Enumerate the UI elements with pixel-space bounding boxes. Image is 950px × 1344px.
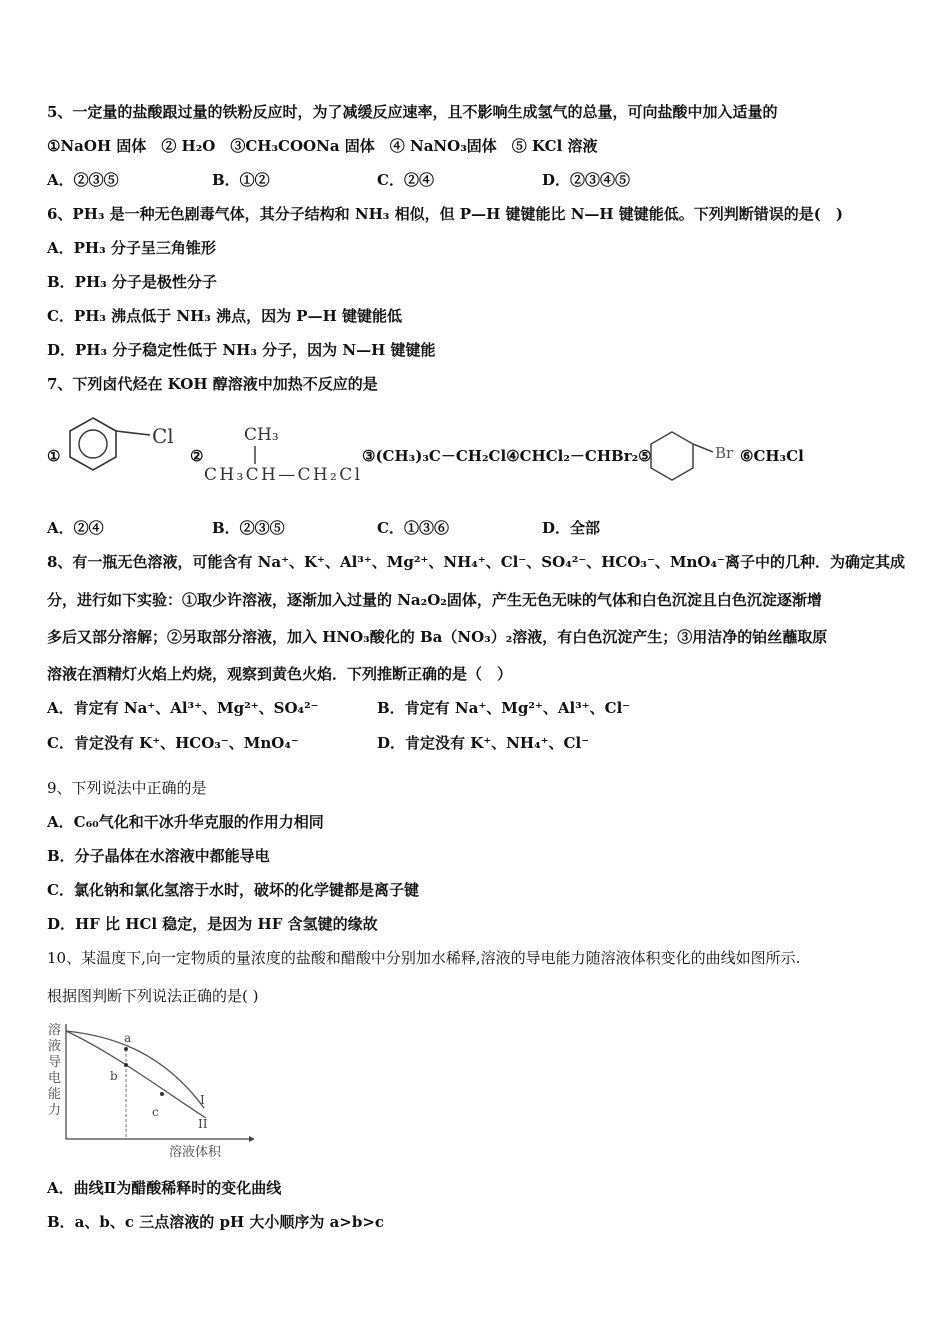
q8-option-c: C．肯定没有 K⁺、HCO₃⁻、MnO₄⁻ bbox=[47, 734, 299, 752]
point-a-dot bbox=[124, 1047, 128, 1051]
q6-option-c: C．PH₃ 沸点低于 NH₃ 沸点，因为 P—H 键键能低 bbox=[47, 307, 402, 325]
curve-ii-label: II bbox=[198, 1117, 208, 1131]
q8-line-1: 8、有一瓶无色溶液，可能含有 Na⁺、K⁺、Al³⁺、Mg²⁺、NH₄⁺、Cl⁻、SO₄²⁻、HCO₃⁻、MnO₄⁻离子中的几种．为确定其成 bbox=[47, 553, 905, 571]
bromine-label: Br bbox=[715, 444, 734, 462]
chlorine-label: Cl bbox=[152, 424, 174, 448]
q8-line-2: 分，进行如下实验：①取少许溶液，逐渐加入过量的 Na₂O₂固体，产生无色无味的气体和白色沉淀且白色沉淀逐渐增 bbox=[47, 591, 822, 609]
ylabel-char-6: 力 bbox=[48, 1103, 62, 1118]
q5-option-a: A．②③⑤ bbox=[47, 171, 119, 189]
q8-line-3: 多后又部分溶解；②另取部分溶液，加入 HNO₃酸化的 Ba（NO₃）₂溶液，有白色沉淀产生；③用洁净的铂丝蘸取原 bbox=[47, 628, 828, 646]
q7-stem: 7、下列卤代烃在 KOH 醇溶液中加热不反应的是 bbox=[47, 375, 378, 393]
q5-stem: 5、一定量的盐酸跟过量的铁粉反应时，为了减缓反应速率，且不影响生成氢气的总量，可向盐酸中加入适量的 bbox=[47, 103, 778, 121]
q9-option-d: D．HF 比 HCl 稳定，是因为 HF 含氢键的缘故 bbox=[47, 915, 378, 933]
curve-i bbox=[66, 1031, 204, 1108]
ylabel-char-3: 导 bbox=[48, 1055, 62, 1070]
curve-ii bbox=[66, 1031, 206, 1118]
point-a-label: a bbox=[124, 1031, 132, 1045]
q9-option-a: A．C₆₀气化和干冰升华克服的作用力相同 bbox=[47, 813, 324, 831]
q8-line-4: 溶液在酒精灯火焰上灼烧，观察到黄色火焰．下列推断正确的是（ ） bbox=[47, 665, 513, 683]
q9-option-c: C．氯化钠和氯化氢溶于水时，破坏的化学键都是离子键 bbox=[47, 881, 419, 899]
q7-option-c: C．①③⑥ bbox=[377, 519, 449, 537]
q8-option-b: B．肯定有 Na⁺、Mg²⁺、Al³⁺、Cl⁻ bbox=[377, 699, 631, 717]
xlabel: 溶液体积 bbox=[169, 1145, 222, 1160]
methyl-top-label: CH₃ bbox=[244, 425, 279, 445]
bromocyclohexane-structure bbox=[647, 426, 742, 492]
ylabel-char-5: 能 bbox=[48, 1087, 62, 1102]
point-b-dot bbox=[124, 1063, 128, 1067]
q7-option-a: A．②④ bbox=[47, 519, 104, 537]
q6-option-a: A．PH₃ 分子呈三角锥形 bbox=[47, 239, 216, 257]
q5-choices-line: ①NaOH 固体 ② H₂O ③CH₃COONa 固体 ④ NaNO₃固体 ⑤ KCl 溶液 bbox=[47, 137, 598, 155]
q10-option-a: A．曲线Ⅱ为醋酸稀释时的变化曲线 bbox=[47, 1179, 282, 1197]
q7-option-b: B．②③⑤ bbox=[212, 519, 285, 537]
q6-option-b: B．PH₃ 分子是极性分子 bbox=[47, 273, 217, 291]
conductivity-graph bbox=[44, 1018, 254, 1163]
q8-option-d: D．肯定没有 K⁺、NH₄⁺、Cl⁻ bbox=[377, 734, 590, 752]
q5-option-b: B．①② bbox=[212, 171, 270, 189]
q8-option-a: A．肯定有 Na⁺、Al³⁺、Mg²⁺、SO₄²⁻ bbox=[47, 699, 319, 717]
main-chain-label: CH₃CH—CH₂Cl bbox=[204, 465, 360, 485]
q7-formula-3-4-5: ③(CH₃)₃C－CH₂Cl④CHCl₂－CHBr₂⑤ bbox=[362, 447, 652, 465]
q10-line-1: 10、某温度下,向一定物质的量浓度的盐酸和醋酸中分别加水稀释,溶液的导电能力随溶液体积变化的曲线如图所示. bbox=[47, 949, 801, 967]
q7-marker-2: ② bbox=[190, 447, 204, 465]
q6-stem: 6、PH₃ 是一种无色剧毒气体，其分子结构和 NH₃ 相似，但 P—H 键键能比 N—H 键键能低。下列判断错误的是( ) bbox=[47, 205, 844, 223]
q5-option-d: D．②③④⑤ bbox=[542, 171, 631, 189]
q7-formula-6: ⑥CH₃Cl bbox=[740, 447, 804, 465]
curve-i-label: I bbox=[200, 1093, 205, 1107]
chlorobenzene-structure bbox=[60, 410, 190, 482]
q10-option-b: B．a、b、c 三点溶液的 pH 大小顺序为 a>b>c bbox=[47, 1213, 385, 1231]
q10-line-2: 根据图判断下列说法正确的是( ) bbox=[47, 987, 259, 1005]
q7-option-d: D．全部 bbox=[542, 519, 601, 537]
ylabel-char-1: 溶 bbox=[48, 1023, 62, 1038]
q5-option-c: C．②④ bbox=[377, 171, 434, 189]
ylabel-char-4: 电 bbox=[48, 1071, 62, 1086]
point-b-label: b bbox=[110, 1069, 118, 1083]
q6-option-d: D．PH₃ 分子稳定性低于 NH₃ 分子，因为 N—H 键键能 bbox=[47, 341, 436, 359]
q7-marker-1: ① bbox=[47, 447, 61, 465]
q9-option-b: B．分子晶体在水溶液中都能导电 bbox=[47, 847, 270, 865]
point-c-label: c bbox=[152, 1105, 159, 1119]
point-c-dot bbox=[160, 1092, 164, 1096]
chloro-isobutane-structure bbox=[200, 418, 365, 486]
q9-stem: 9、下列说法中正确的是 bbox=[47, 779, 207, 797]
ylabel-char-2: 液 bbox=[48, 1039, 62, 1054]
